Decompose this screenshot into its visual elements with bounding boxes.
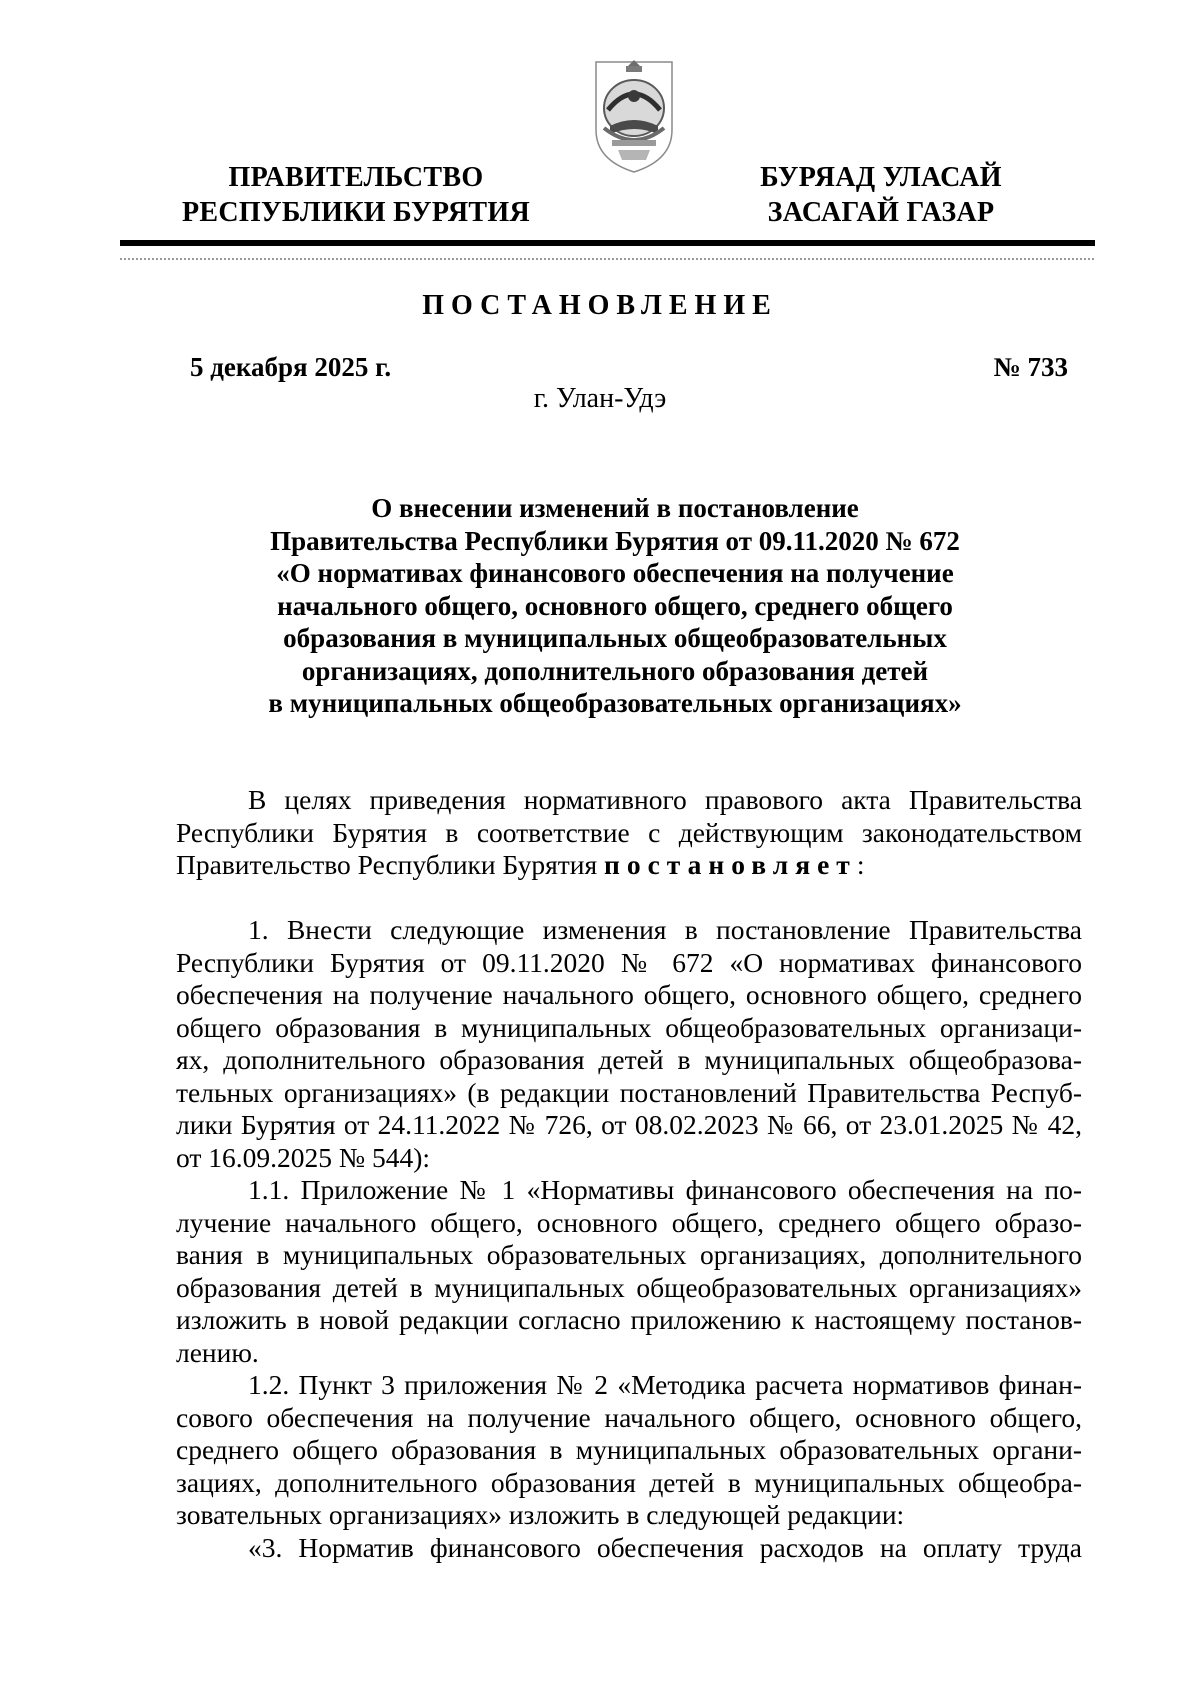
paragraph-line: тельных организациях» (в редакции постановлений Правительства Респуб-	[176, 1076, 1082, 1108]
government-name-line-1: ПРАВИТЕЛЬСТВО	[228, 162, 484, 193]
paragraph-line: лению.	[176, 1336, 259, 1368]
preamble-line: В целях приведения нормативного правового акта Правительства	[248, 784, 1082, 815]
document-body	[176, 784, 1082, 1564]
title-line: Правительства Республики Бурятия от 09.11.2020 № 672	[270, 525, 960, 556]
paragraph-line: ях, дополнительного образования детей в муниципальных общеобразова-	[176, 1044, 1082, 1075]
paragraph-line: зовательных организациях» изложить в следующей редакции:	[176, 1499, 905, 1530]
paragraph-line: 1. Внести следующие изменения в постановление Правительства	[248, 914, 1082, 945]
government-name-buryat-line-2: ЗАСАГАЙ ГАЗАР	[767, 197, 995, 228]
paragraph-line: сового обеспечения на получение начального общего, основного общего,	[176, 1401, 1082, 1433]
paragraph-line: лики Бурятия от 24.11.2022 № 726, от 08.02.2023 № 66, от 23.01.2025 № 42,	[176, 1109, 1082, 1140]
document-number: № 733	[993, 352, 1068, 382]
paragraph-1	[176, 914, 1082, 1174]
header-divider	[120, 240, 1095, 246]
paragraph-line: среднего общего образования в муниципальных образовательных органи-	[176, 1434, 1082, 1465]
title-line: образования в муниципальных общеобразовательных	[283, 623, 947, 653]
resolves-keyword: постановляет	[604, 849, 857, 880]
paragraph-line: общего образования в муниципальных общеобразовательных организаци-	[176, 1011, 1082, 1043]
title-line: «О нормативах финансового обеспечения на получение	[276, 558, 954, 588]
document-city: г. Улан-Удэ	[533, 383, 667, 414]
title-line: в муниципальных общеобразовательных организациях»	[268, 688, 962, 718]
government-name-line-2: РЕСПУБЛИКИ БУРЯТИЯ	[182, 197, 530, 228]
document-date: 5 декабря 2025 г.	[190, 352, 392, 382]
paragraph-line: изложить в новой редакции согласно приложению к настоящему постанов-	[176, 1304, 1082, 1335]
header-divider-thin	[120, 258, 1095, 260]
government-name-buryat	[746, 160, 1016, 230]
government-name-buryat-line-1: БУРЯАД УЛАСАЙ	[760, 162, 1002, 193]
title-line: организациях, дополнительного образования детей	[301, 655, 929, 686]
document-type: ПОСТАНОВЛЕНИЕ	[422, 290, 778, 321]
paragraph-line: 1.1. Приложение № 1 «Нормативы финансового обеспечения на по-	[248, 1174, 1082, 1205]
paragraph-line: лучение начального общего, основного общего, среднего общего образо-	[176, 1206, 1082, 1238]
paragraph-1-1	[176, 1174, 1082, 1369]
paragraph-line: вания в муниципальных образовательных организациях, дополнительного	[176, 1239, 1082, 1270]
paragraph-line: образования детей в муниципальных общеобразовательных организациях»	[176, 1271, 1082, 1303]
preamble	[176, 784, 1082, 882]
title-line: начального общего, основного общего, среднего общего	[277, 590, 953, 621]
paragraph-1-2	[176, 1369, 1082, 1532]
coat-of-arms-icon	[590, 56, 678, 176]
preamble-suffix: :	[856, 849, 865, 880]
paragraph-line: обеспечения на получение начального общего, основного общего, среднего	[176, 979, 1082, 1010]
government-name-russian	[176, 160, 536, 230]
paragraph-3-quote	[176, 1532, 1082, 1565]
paragraph-line: Республики Бурятия от 09.11.2020 № 672 «О нормативах финансового	[176, 946, 1082, 978]
paragraph-line: 1.2. Пункт 3 приложения № 2 «Методика расчета нормативов финан-	[248, 1369, 1082, 1400]
paragraph-line: зациях, дополнительного образования детей в муниципальных общеобра-	[176, 1466, 1082, 1498]
title-line: О внесении изменений в постановление	[371, 493, 859, 523]
preamble-line: Республики Бурятия в соответствие с действующим законодательством	[176, 816, 1082, 848]
paragraph-line: «3. Норматив финансового обеспечения расходов на оплату труда	[248, 1531, 1082, 1563]
paragraph-line: от 16.09.2025 № 544):	[176, 1141, 431, 1173]
preamble-line	[176, 849, 1082, 882]
document-title	[150, 492, 1080, 720]
preamble-prefix: Правительство Республики Бурятия	[176, 849, 604, 880]
